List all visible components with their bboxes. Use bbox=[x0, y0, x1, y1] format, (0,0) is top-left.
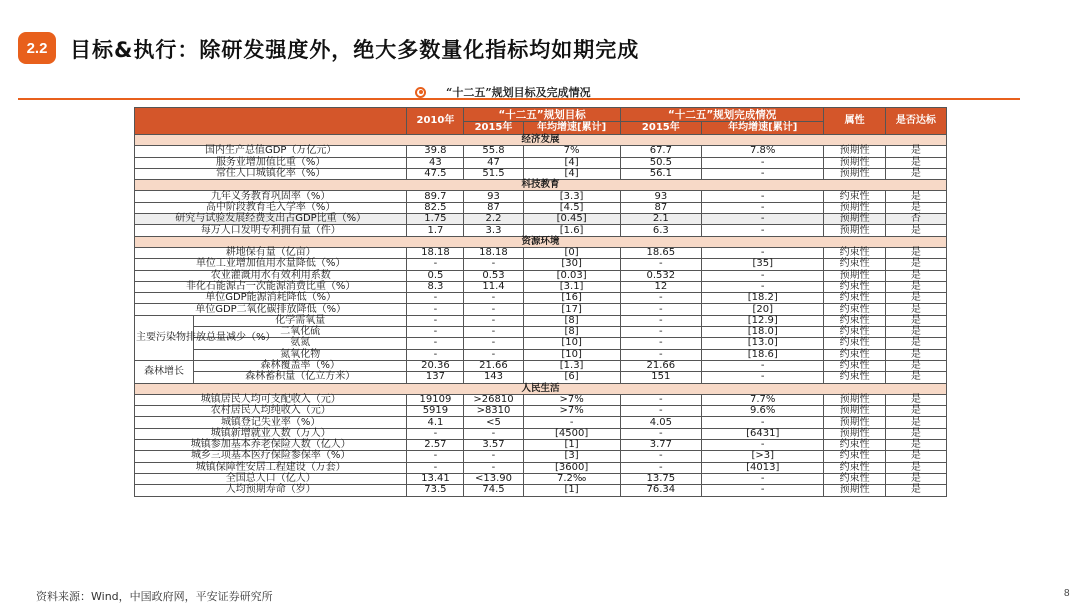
cell-target-2015: 74.5 bbox=[464, 485, 523, 496]
cell-indicator: 森林蓄积量（亿立方米） bbox=[194, 372, 407, 383]
cell-attribute: 约束性 bbox=[824, 440, 885, 451]
cell-met: 是 bbox=[885, 394, 946, 405]
cell-target-2015: - bbox=[464, 315, 523, 326]
cell-indicator: 农业灌溉用水有效利用系数 bbox=[135, 270, 407, 281]
cell-value-2010: - bbox=[407, 462, 464, 473]
cell-actual-growth: [6431] bbox=[701, 428, 823, 439]
cell-actual-growth: [18.2] bbox=[701, 293, 823, 304]
cell-value-2010: 137 bbox=[407, 372, 464, 383]
cell-met: 是 bbox=[885, 259, 946, 270]
cell-target-2015: 51.5 bbox=[464, 168, 523, 179]
cell-actual-2015: 3.77 bbox=[620, 440, 701, 451]
cell-target-growth: [6] bbox=[523, 372, 620, 383]
cell-actual-2015: - bbox=[620, 462, 701, 473]
cell-actual-2015: 56.1 bbox=[620, 168, 701, 179]
cell-target-2015: - bbox=[464, 304, 523, 315]
cell-target-growth: [8] bbox=[523, 315, 620, 326]
cell-attribute: 预期性 bbox=[824, 394, 885, 405]
cell-attribute: 约束性 bbox=[824, 293, 885, 304]
cell-target-2015: 21.66 bbox=[464, 360, 523, 371]
cell-indicator: 全国总人口（亿人） bbox=[135, 473, 407, 484]
cell-actual-2015: 12 bbox=[620, 281, 701, 292]
cell-indicator: 研究与试验发展经费支出占GDP比重（%） bbox=[135, 214, 407, 225]
cell-attribute: 预期性 bbox=[824, 225, 885, 236]
cell-met: 是 bbox=[885, 349, 946, 360]
table-body bbox=[135, 135, 947, 497]
cell-actual-growth: - bbox=[701, 214, 823, 225]
cell-target-growth: - bbox=[523, 417, 620, 428]
cell-value-2010: - bbox=[407, 304, 464, 315]
header-attribute: 属性 bbox=[824, 108, 885, 135]
header-2010: 2010年 bbox=[407, 108, 464, 135]
header-actual-growth: 年均增速[累计] bbox=[701, 122, 823, 135]
cell-indicator: 服务业增加值比重（%） bbox=[135, 157, 407, 168]
cell-target-growth: [16] bbox=[523, 293, 620, 304]
cell-target-growth: [3.3] bbox=[523, 191, 620, 202]
cell-indicator: 城镇参加基本养老保险人数（亿人） bbox=[135, 440, 407, 451]
cell-actual-growth: - bbox=[701, 247, 823, 258]
cell-attribute: 预期性 bbox=[824, 417, 885, 428]
cell-value-2010: - bbox=[407, 293, 464, 304]
cell-actual-growth: [18.0] bbox=[701, 327, 823, 338]
cell-actual-growth: - bbox=[701, 281, 823, 292]
cell-target-2015: 11.4 bbox=[464, 281, 523, 292]
header-target-group: “十二五”规划目标 bbox=[464, 108, 620, 122]
header-actual-2015: 2015年 bbox=[620, 122, 701, 135]
header-target-growth: 年均增速[累计] bbox=[523, 122, 620, 135]
cell-indicator: 城乡三项基本医疗保险参保率（%） bbox=[135, 451, 407, 462]
cell-indicator: 每万人口发明专利拥有量（件） bbox=[135, 225, 407, 236]
header-met: 是否达标 bbox=[885, 108, 946, 135]
cell-actual-2015: - bbox=[620, 327, 701, 338]
cell-actual-2015: 50.5 bbox=[620, 157, 701, 168]
cell-attribute: 约束性 bbox=[824, 349, 885, 360]
cell-met: 是 bbox=[885, 157, 946, 168]
cell-target-growth: [3] bbox=[523, 451, 620, 462]
cell-met: 是 bbox=[885, 281, 946, 292]
cell-met: 是 bbox=[885, 225, 946, 236]
cell-met: 是 bbox=[885, 191, 946, 202]
cell-actual-2015: - bbox=[620, 428, 701, 439]
cell-met: 是 bbox=[885, 315, 946, 326]
cell-attribute: 约束性 bbox=[824, 315, 885, 326]
section-row bbox=[135, 180, 947, 191]
cell-met: 否 bbox=[885, 214, 946, 225]
cell-actual-2015: - bbox=[620, 338, 701, 349]
cell-target-growth: 7.2‰ bbox=[523, 473, 620, 484]
cell-attribute: 约束性 bbox=[824, 259, 885, 270]
cell-target-growth: [0.45] bbox=[523, 214, 620, 225]
cell-target-2015: 3.57 bbox=[464, 440, 523, 451]
section-row bbox=[135, 236, 947, 247]
cell-target-growth: [4] bbox=[523, 157, 620, 168]
section-label: 资源环境 bbox=[135, 236, 947, 247]
cell-value-2010: - bbox=[407, 338, 464, 349]
table-row bbox=[135, 157, 947, 168]
cell-target-2015: >26810 bbox=[464, 394, 523, 405]
table-row bbox=[135, 485, 947, 496]
table-row bbox=[135, 349, 947, 360]
cell-actual-growth: - bbox=[701, 372, 823, 383]
cell-value-2010: 4.1 bbox=[407, 417, 464, 428]
cell-met: 是 bbox=[885, 485, 946, 496]
cell-actual-growth: - bbox=[701, 360, 823, 371]
table-row bbox=[135, 451, 947, 462]
cell-target-2015: - bbox=[464, 327, 523, 338]
cell-value-2010: 13.41 bbox=[407, 473, 464, 484]
cell-target-2015: - bbox=[464, 451, 523, 462]
cell-target-growth: [1] bbox=[523, 485, 620, 496]
cell-attribute: 约束性 bbox=[824, 191, 885, 202]
cell-target-growth: [10] bbox=[523, 349, 620, 360]
cell-value-2010: - bbox=[407, 428, 464, 439]
cell-attribute: 预期性 bbox=[824, 214, 885, 225]
cell-target-growth: 7% bbox=[523, 146, 620, 157]
cell-indicator: 化学需氧量 bbox=[194, 315, 407, 326]
cell-target-growth: [1] bbox=[523, 440, 620, 451]
table-row bbox=[135, 225, 947, 236]
table-row bbox=[135, 259, 947, 270]
cell-met: 是 bbox=[885, 146, 946, 157]
cell-attribute: 约束性 bbox=[824, 304, 885, 315]
cell-met: 是 bbox=[885, 327, 946, 338]
cell-target-growth: [0.03] bbox=[523, 270, 620, 281]
cell-target-2015: <5 bbox=[464, 417, 523, 428]
cell-actual-2015: - bbox=[620, 349, 701, 360]
page-title: 目标&执行：除研发强度外，绝大多数量化指标均如期完成 bbox=[70, 38, 640, 62]
cell-attribute: 预期性 bbox=[824, 270, 885, 281]
cell-attribute: 约束性 bbox=[824, 338, 885, 349]
cell-met: 是 bbox=[885, 372, 946, 383]
group-label: 森林增长 bbox=[135, 360, 194, 383]
cell-met: 是 bbox=[885, 168, 946, 179]
cell-met: 是 bbox=[885, 417, 946, 428]
cell-target-2015: 2.2 bbox=[464, 214, 523, 225]
table-row bbox=[135, 293, 947, 304]
header-actual-group: “十二五”规划完成情况 bbox=[620, 108, 824, 122]
table-row bbox=[135, 406, 947, 417]
table-row bbox=[135, 428, 947, 439]
cell-target-2015: - bbox=[464, 428, 523, 439]
cell-attribute: 约束性 bbox=[824, 372, 885, 383]
cell-target-2015: 143 bbox=[464, 372, 523, 383]
cell-indicator: 农村居民人均纯收入（元） bbox=[135, 406, 407, 417]
cell-actual-2015: - bbox=[620, 293, 701, 304]
cell-target-2015: - bbox=[464, 462, 523, 473]
cell-value-2010: 82.5 bbox=[407, 202, 464, 213]
cell-actual-2015: 6.3 bbox=[620, 225, 701, 236]
cell-target-2015: 0.53 bbox=[464, 270, 523, 281]
cell-indicator: 非化石能源占一次能源消费比重（%） bbox=[135, 281, 407, 292]
cell-actual-2015: 93 bbox=[620, 191, 701, 202]
cell-actual-2015: - bbox=[620, 394, 701, 405]
cell-attribute: 预期性 bbox=[824, 428, 885, 439]
cell-actual-growth: [18.6] bbox=[701, 349, 823, 360]
cell-target-growth: [1.6] bbox=[523, 225, 620, 236]
cell-met: 是 bbox=[885, 462, 946, 473]
group-label: 主要污染物排放总量减少（%） bbox=[135, 315, 194, 360]
table-row bbox=[135, 202, 947, 213]
cell-value-2010: 39.8 bbox=[407, 146, 464, 157]
cell-actual-growth: 7.8% bbox=[701, 146, 823, 157]
cell-met: 是 bbox=[885, 360, 946, 371]
cell-met: 是 bbox=[885, 270, 946, 281]
cell-target-growth: [30] bbox=[523, 259, 620, 270]
cell-value-2010: 1.7 bbox=[407, 225, 464, 236]
table-row bbox=[135, 473, 947, 484]
cell-indicator: 耕地保有量（亿亩） bbox=[135, 247, 407, 258]
cell-indicator: 城镇居民人均可支配收入（元） bbox=[135, 394, 407, 405]
cell-value-2010: 20.36 bbox=[407, 360, 464, 371]
cell-value-2010: - bbox=[407, 315, 464, 326]
cell-actual-2015: 21.66 bbox=[620, 360, 701, 371]
cell-actual-2015: - bbox=[620, 406, 701, 417]
cell-indicator: 氮氧化物 bbox=[194, 349, 407, 360]
slide-header bbox=[18, 30, 1062, 70]
table-row bbox=[135, 168, 947, 179]
cell-met: 是 bbox=[885, 428, 946, 439]
cell-actual-growth: [13.0] bbox=[701, 338, 823, 349]
cell-value-2010: 5919 bbox=[407, 406, 464, 417]
cell-actual-2015: 151 bbox=[620, 372, 701, 383]
cell-attribute: 约束性 bbox=[824, 360, 885, 371]
cell-met: 是 bbox=[885, 247, 946, 258]
cell-actual-growth: - bbox=[701, 202, 823, 213]
cell-attribute: 预期性 bbox=[824, 168, 885, 179]
cell-indicator: 森林覆盖率（%） bbox=[194, 360, 407, 371]
cell-indicator: 人均预期寿命（岁） bbox=[135, 485, 407, 496]
cell-target-growth: [3600] bbox=[523, 462, 620, 473]
cell-target-2015: 55.8 bbox=[464, 146, 523, 157]
source-note: 资料来源：Wind，中国政府网，平安证券研究所 bbox=[36, 590, 273, 603]
cell-indicator: 九年义务教育巩固率（%） bbox=[135, 191, 407, 202]
cell-indicator: 高中阶段教育毛入学率（%） bbox=[135, 202, 407, 213]
cell-attribute: 约束性 bbox=[824, 462, 885, 473]
table-row bbox=[135, 191, 947, 202]
cell-actual-2015: - bbox=[620, 315, 701, 326]
cell-actual-growth: 7.7% bbox=[701, 394, 823, 405]
cell-attribute: 预期性 bbox=[824, 146, 885, 157]
cell-value-2010: 89.7 bbox=[407, 191, 464, 202]
cell-target-2015: 87 bbox=[464, 202, 523, 213]
section-label: 科技教育 bbox=[135, 180, 947, 191]
cell-attribute: 约束性 bbox=[824, 327, 885, 338]
cell-actual-growth: - bbox=[701, 225, 823, 236]
cell-indicator: 国内生产总值GDP（万亿元） bbox=[135, 146, 407, 157]
table-caption bbox=[415, 84, 591, 100]
cell-actual-growth: - bbox=[701, 270, 823, 281]
cell-actual-2015: - bbox=[620, 259, 701, 270]
header-target-2015: 2015年 bbox=[464, 122, 523, 135]
cell-actual-growth: - bbox=[701, 157, 823, 168]
cell-attribute: 约束性 bbox=[824, 247, 885, 258]
cell-met: 是 bbox=[885, 202, 946, 213]
cell-value-2010: 19109 bbox=[407, 394, 464, 405]
cell-value-2010: 8.3 bbox=[407, 281, 464, 292]
cell-actual-growth: [>3] bbox=[701, 451, 823, 462]
cell-actual-growth: [12.9] bbox=[701, 315, 823, 326]
cell-value-2010: 0.5 bbox=[407, 270, 464, 281]
cell-target-2015: - bbox=[464, 338, 523, 349]
cell-target-growth: [3.1] bbox=[523, 281, 620, 292]
cell-target-growth: [1.3] bbox=[523, 360, 620, 371]
cell-target-growth: >7% bbox=[523, 394, 620, 405]
cell-value-2010: - bbox=[407, 349, 464, 360]
cell-value-2010: 1.75 bbox=[407, 214, 464, 225]
cell-actual-2015: 4.05 bbox=[620, 417, 701, 428]
cell-value-2010: - bbox=[407, 327, 464, 338]
cell-target-2015: >8310 bbox=[464, 406, 523, 417]
cell-met: 是 bbox=[885, 451, 946, 462]
cell-actual-2015: 76.34 bbox=[620, 485, 701, 496]
cell-attribute: 预期性 bbox=[824, 485, 885, 496]
cell-indicator: 二氧化硫 bbox=[194, 327, 407, 338]
table-row bbox=[135, 281, 947, 292]
table-row bbox=[135, 462, 947, 473]
table-row bbox=[135, 372, 947, 383]
cell-attribute: 预期性 bbox=[824, 406, 885, 417]
cell-met: 是 bbox=[885, 473, 946, 484]
cell-target-2015: <13.90 bbox=[464, 473, 523, 484]
cell-attribute: 约束性 bbox=[824, 281, 885, 292]
page-number: 8 bbox=[1064, 588, 1070, 599]
cell-target-2015: 3.3 bbox=[464, 225, 523, 236]
cell-target-2015: - bbox=[464, 259, 523, 270]
bullet-circle-icon bbox=[415, 87, 426, 98]
cell-attribute: 预期性 bbox=[824, 202, 885, 213]
cell-target-2015: - bbox=[464, 293, 523, 304]
cell-indicator: 城镇登记失业率（%） bbox=[135, 417, 407, 428]
cell-target-2015: 18.18 bbox=[464, 247, 523, 258]
cell-actual-growth: [35] bbox=[701, 259, 823, 270]
cell-actual-2015: 13.75 bbox=[620, 473, 701, 484]
cell-actual-growth: [20] bbox=[701, 304, 823, 315]
cell-target-growth: [17] bbox=[523, 304, 620, 315]
section-label: 经济发展 bbox=[135, 135, 947, 146]
cell-target-growth: [0] bbox=[523, 247, 620, 258]
cell-actual-growth: - bbox=[701, 473, 823, 484]
cell-actual-growth: 9.6% bbox=[701, 406, 823, 417]
section-badge: 2.2 bbox=[18, 32, 56, 64]
cell-indicator: 城镇保障性安居工程建设（万套） bbox=[135, 462, 407, 473]
cell-value-2010: 43 bbox=[407, 157, 464, 168]
cell-actual-2015: 2.1 bbox=[620, 214, 701, 225]
cell-target-2015: 47 bbox=[464, 157, 523, 168]
table-row bbox=[135, 146, 947, 157]
cell-actual-growth: - bbox=[701, 168, 823, 179]
cell-target-growth: >7% bbox=[523, 406, 620, 417]
cell-attribute: 约束性 bbox=[824, 451, 885, 462]
cell-actual-2015: - bbox=[620, 451, 701, 462]
cell-actual-2015: 67.7 bbox=[620, 146, 701, 157]
cell-value-2010: 47.5 bbox=[407, 168, 464, 179]
table-row bbox=[135, 214, 947, 225]
cell-target-growth: [10] bbox=[523, 338, 620, 349]
table-row bbox=[135, 417, 947, 428]
cell-target-growth: [8] bbox=[523, 327, 620, 338]
cell-met: 是 bbox=[885, 338, 946, 349]
cell-met: 是 bbox=[885, 440, 946, 451]
table-row bbox=[135, 394, 947, 405]
cell-actual-2015: 18.65 bbox=[620, 247, 701, 258]
cell-actual-2015: - bbox=[620, 304, 701, 315]
cell-actual-2015: 0.532 bbox=[620, 270, 701, 281]
cell-value-2010: - bbox=[407, 259, 464, 270]
cell-indicator: 单位工业增加值用水量降低（%） bbox=[135, 259, 407, 270]
cell-actual-growth: - bbox=[701, 485, 823, 496]
header-indicator bbox=[135, 108, 407, 135]
cell-target-2015: 93 bbox=[464, 191, 523, 202]
cell-actual-growth: [4013] bbox=[701, 462, 823, 473]
cell-value-2010: 18.18 bbox=[407, 247, 464, 258]
cell-indicator: 单位GDP能源消耗降低（%） bbox=[135, 293, 407, 304]
cell-value-2010: - bbox=[407, 451, 464, 462]
cell-indicator: 单位GDP二氧化碳排放降低（%） bbox=[135, 304, 407, 315]
section-row bbox=[135, 383, 947, 394]
cell-target-growth: [4.5] bbox=[523, 202, 620, 213]
cell-actual-2015: 87 bbox=[620, 202, 701, 213]
table-row bbox=[135, 270, 947, 281]
cell-met: 是 bbox=[885, 406, 946, 417]
section-label: 人民生活 bbox=[135, 383, 947, 394]
cell-target-2015: - bbox=[464, 349, 523, 360]
table-caption-text: “十二五”规划目标及完成情况 bbox=[446, 86, 591, 99]
cell-actual-growth: - bbox=[701, 440, 823, 451]
cell-actual-growth: - bbox=[701, 417, 823, 428]
cell-indicator: 常住人口城镇化率（%） bbox=[135, 168, 407, 179]
cell-met: 是 bbox=[885, 293, 946, 304]
plan-targets-table bbox=[134, 107, 947, 497]
cell-value-2010: 2.57 bbox=[407, 440, 464, 451]
cell-target-growth: [4] bbox=[523, 168, 620, 179]
cell-attribute: 约束性 bbox=[824, 473, 885, 484]
table-row bbox=[135, 315, 947, 326]
cell-value-2010: 73.5 bbox=[407, 485, 464, 496]
cell-met: 是 bbox=[885, 304, 946, 315]
cell-attribute: 预期性 bbox=[824, 157, 885, 168]
cell-target-growth: [4500] bbox=[523, 428, 620, 439]
cell-indicator: 城镇新增就业人数（万人） bbox=[135, 428, 407, 439]
cell-indicator: 氨氮 bbox=[194, 338, 407, 349]
table-row bbox=[135, 304, 947, 315]
cell-actual-growth: - bbox=[701, 191, 823, 202]
